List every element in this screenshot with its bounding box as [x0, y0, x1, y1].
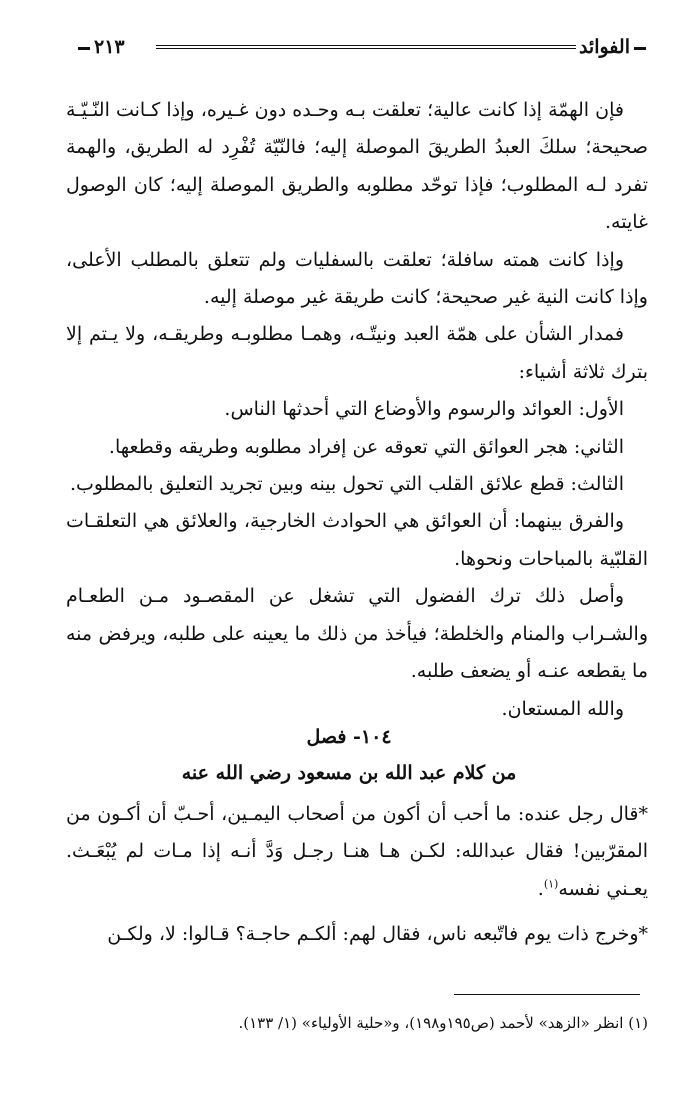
page-number — [78, 36, 125, 58]
paragraph: *وخرج ذات يوم فاتّبعه ناس، فقال لهم: ألكـم حاجـة؟ قـالوا: لا، ولكـن — [107, 923, 648, 946]
paragraph: وأصل ذلك ترك الفضول التي تشغل عن المقصـود مـن الطعـام والشـراب والمنام والخلطة؛ فيأخذ من ذلك ما يعينه على طلبه، ويرفض منه ما يقطعه عنـه أو يضعف طلبه. — [66, 585, 648, 683]
main-text — [66, 92, 648, 728]
paragraph: الأول: العوائد والرسوم والأوضاع التي أحدثها الناس. — [224, 398, 624, 421]
paragraph-text: *قال رجل عنده: ما أحب أن أكون من أصحاب اليمـين، أحـبّ أن أكـون من المقرّبين! فقال عبدالله: لكـن هـا هنـا رجـل وَدَّ أنـه إذا مـات لم يُبْعَـث. يعـني نفسه — [66, 803, 648, 900]
running-title-text: الفوائد — [578, 36, 630, 58]
paragraph: الثاني: هجر العوائق التي تعوقه عن إفراد مطلوبه وطريقه وقطعها. — [108, 435, 624, 458]
paragraph: والفرق بينهما: أن العوائق هي الحوادث الخارجية، والعلائق هي التعلقـات القلبّية بالمباحات ونحوها. — [66, 510, 648, 570]
paragraph: الثالث: قطع علائق القلب التي تحول بينه وبين تجريد التعليق بالمطلوب. — [69, 473, 624, 496]
running-header — [78, 36, 646, 58]
paragraph-end: . — [537, 877, 544, 900]
running-title — [579, 36, 646, 58]
footnote-rule — [454, 994, 640, 995]
paragraph — [66, 796, 648, 908]
header-rule — [156, 45, 576, 49]
footnote: (١) انظر «الزهد» لأحمد (ص١٩٥و١٩٨)، و«حلية الأولياء» (١/ ١٣٣). — [238, 1014, 648, 1032]
page-number-text: ٢١٣ — [94, 36, 125, 58]
paragraph: فإن الهمّة إذا كانت عالية؛ تعلقت بـه وحـده دون غـيره، وإذا كـانت النّـيّـة صحيحة؛ سلكَ العبدُ الطريقَ الموصلة إليه؛ فالنّيّة تُفْرِد له الطريق، والهمة تفرد لـه المطلوب؛ فإذا توحّد مطلوبه والطريق الموصلة إليه؛ كان الوصول غايته. — [66, 99, 648, 234]
section-subtitle: من كلام عبد الله بن مسعود رضي الله عنه — [181, 762, 517, 784]
header-dash — [634, 47, 646, 50]
section-text — [66, 796, 648, 954]
footnote-ref[interactable]: (١) — [543, 877, 559, 891]
header-dash — [78, 47, 90, 50]
section-heading: ١٠٤- فصل — [306, 726, 392, 748]
paragraph: وإذا كانت همته سافلة؛ تعلقت بالسفليات ولم تتعلق بالمطلب الأعلى، وإذا كانت النية غير صحيحة؛ كانت طريقة غير موصلة إليه. — [66, 248, 648, 309]
paragraph: والله المستعان. — [501, 697, 624, 720]
paragraph: فمدار الشأن على همّة العبد ونيتّـه، وهمـا مطلوبـه وطريقـه، ولا يـتم إلا بترك ثلاثة أشياء: — [66, 323, 648, 383]
